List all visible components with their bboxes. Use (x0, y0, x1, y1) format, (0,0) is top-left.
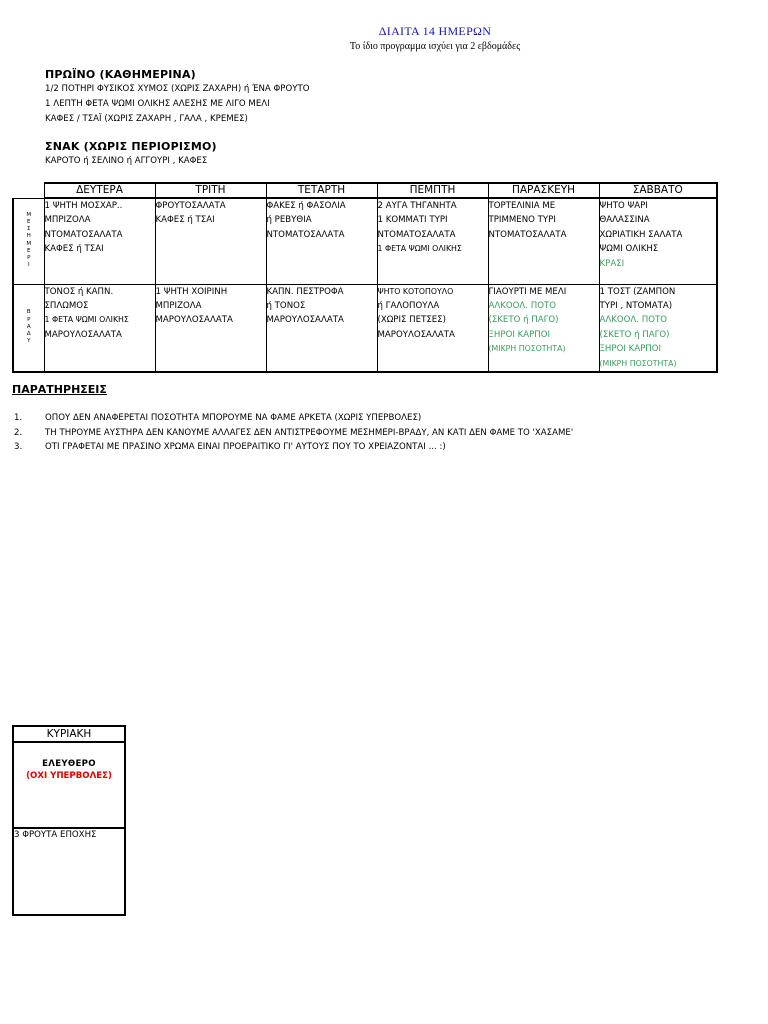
meal-line: ή ΡΕΒΥΘΙΑ (266, 215, 312, 226)
meal-cell (488, 284, 599, 372)
meal-line: ΦΑΚΕΣ ή ΦΑΣΟΛΙΑ (266, 201, 346, 211)
weekly-meal-table (12, 182, 718, 373)
meal-line: (ΣΚΕΤΟ ή ΠΑΓΟ) (599, 329, 670, 340)
lunch-row (13, 198, 717, 284)
meal-line: ΚΑΠΝ. ΠΕΣΤΡΟΦΑ (266, 286, 344, 297)
meal-line: ΚΑΦΕΣ ή ΤΣΑΙ (155, 215, 215, 226)
dinner-row (13, 284, 717, 372)
meal-cell (377, 198, 488, 284)
meal-line: (ΣΚΕΤΟ ή ΠΑΓΟ) (488, 315, 559, 326)
meal-line: ΤΡΙΜΜΕΝΟ ΤΥΡΙ (488, 215, 556, 226)
meal-cell (599, 198, 717, 284)
lunch-label: Μ Ε Σ Η Μ Ε Ρ Ι (26, 211, 32, 269)
meal-cell (599, 284, 717, 372)
sunday-no-excess: (ΟΧΙ ΥΠΕΡΒΟΛΕΣ) (26, 771, 112, 781)
meal-cell (377, 284, 488, 372)
meal-cell (155, 198, 266, 284)
page-title: ΔΙΑΙΤΑ 14 ΗΜΕΡΩΝ (378, 24, 492, 38)
sunday-free-text: ΕΛΕΥΘΕΡΟ (42, 759, 96, 769)
meal-line: (ΜΙΚΡΗ ΠΟΣΟΤΗΤΑ) (599, 358, 677, 368)
meal-line: ΞΗΡΟΙ ΚΑΡΠΟΙ (599, 344, 662, 355)
meal-cell (266, 284, 377, 372)
meal-line: ΤΥΡΙ , ΝΤΟΜΑΤΑ) (599, 300, 673, 311)
meal-line: 2 ΑΥΓΑ ΤΗΓΑΝΗΤΑ (377, 201, 457, 211)
meal-line: ΣΠΛΩΜΟΣ (44, 300, 89, 311)
meal-cell (44, 198, 155, 284)
note-text: ΟΠΟΥ ΔΕΝ ΑΝΑΦΕΡΕΤΑΙ ΠΟΣΟΤΗΤΑ ΜΠΟΡΟΥΜΕ ΝΑ ΦΑΜΕ ΑΡΚΕΤΑ (ΧΩΡΙΣ ΥΠΕΡΒΟΛΕΣ) (45, 413, 422, 423)
day-header: ΠΑΡΑΣΚΕΥΗ (488, 183, 599, 198)
meal-line: ΜΑΡΟΥΛΟΣΑΛΑΤΑ (266, 315, 344, 326)
meal-line: ή ΓΑΛΟΠΟΥΛΑ (377, 300, 440, 311)
sunday-heading: ΚΥΡΙΑΚΗ (14, 727, 124, 743)
meal-line: 1 ΚΟΜΜΑΤΙ ΤΥΡΙ (377, 215, 448, 226)
meal-line: 1 ΦΕΤΑ ΨΩΜΙ ΟΛΙΚΗΣ (44, 315, 129, 325)
meal-line: ΨΗΤΟ ΨΑΡΙ (599, 201, 648, 211)
meal-line: 1 ΤΟΣΤ (ΖΑΜΠΟΝ (599, 286, 676, 297)
note-number: 3. (14, 442, 23, 452)
meal-line: ΓΙΑΟΥΡΤΙ ΜΕ ΜΕΛΙ (488, 286, 567, 297)
meal-line: (ΧΩΡΙΣ ΠΕΤΣΕΣ) (377, 315, 446, 326)
meal-line: ΝΤΟΜΑΤΟΣΑΛΑΤΑ (488, 229, 567, 240)
meal-line: ΝΤΟΜΑΤΟΣΑΛΑΤΑ (377, 229, 456, 240)
note-number: 2. (14, 428, 23, 438)
meal-cell (266, 198, 377, 284)
day-header: ΤΡΙΤΗ (155, 183, 266, 198)
day-header: ΔΕΥΤΕΡΑ (44, 183, 155, 198)
meal-line: ΨΗΤΟ ΚΟΤΟΠΟΥΛΟ (377, 286, 454, 296)
meal-line: 1 ΦΕΤΑ ΨΩΜΙ ΟΛΙΚΗΣ (377, 244, 462, 254)
note-text: ΟΤΙ ΓΡΑΦΕΤΑΙ ΜΕ ΠΡΑΣΙΝΟ ΧΡΩΜΑ ΕΙΝΑΙ ΠΡΟΕΡΑΙΤΙΚΟ ΓΙ' ΑΥΤΟΥΣ ΠΟΥ ΤΟ ΧΡΕΙΑΖΟΝΤΑΙ ... :) (45, 442, 446, 452)
meal-line: ΨΩΜΙ ΟΛΙΚΗΣ (599, 244, 659, 255)
meal-cell (488, 198, 599, 284)
sunday-free-cell (14, 743, 124, 829)
meal-line: ΚΡΑΣΙ (599, 258, 625, 269)
dinner-label: Β Ρ Α Δ Υ (26, 309, 31, 345)
snack-heading: ΣΝΑΚ (ΧΩΡΙΣ ΠΕΡΙΟΡΙΣΜΟ) (45, 140, 217, 153)
meal-line: ΘΑΛΑΣΣΙΝΑ (599, 215, 650, 226)
meal-line: ΝΤΟΜΑΤΟΣΑΛΑΤΑ (266, 229, 345, 240)
lunch-side-label (13, 198, 44, 284)
table-header-row (13, 183, 717, 198)
meal-line: ή ΤΟΝΟΣ (266, 300, 306, 311)
meal-line: ΑΛΚΟΟΛ. ΠΟΤΟ (488, 300, 557, 311)
note-text: ΤΗ ΤΗΡΟΥΜΕ ΑΥΣΤΗΡΑ ΔΕΝ ΚΑΝΟΥΜΕ ΑΛΛΑΓΕΣ ΔΕΝ ΑΝΤΙΣΤΡΕΦΟΥΜΕ ΜΕΣΗΜΕΡΙ-ΒΡΑΔΥ, ΑΝ ΚΑΤΙ ΔΕΝ ΦΑΜΕ ΤΟ 'ΧΑΣΑΜΕ' (45, 428, 574, 438)
meal-cell (155, 284, 266, 372)
meal-line: ΜΑΡΟΥΛΟΣΑΛΑΤΑ (44, 329, 122, 340)
breakfast-line: 1 ΛΕΠΤΗ ΦΕΤΑ ΨΩΜΙ ΟΛΙΚΗΣ ΑΛΕΣΗΣ ΜΕ ΛΙΓΟ ΜΕΛΙ (45, 99, 270, 109)
sunday-table (12, 725, 126, 916)
day-header: ΠΕΜΠΤΗ (377, 183, 488, 198)
meal-line: ΦΡΟΥΤΟΣΑΛΑΤΑ (155, 201, 226, 211)
note-item (14, 413, 754, 425)
page-subtitle: Το ίδιο προγραμμα ισχύει για 2 εβδομάδες (349, 41, 521, 52)
meal-line: ΝΤΟΜΑΤΟΣΑΛΑΤΑ (44, 229, 123, 240)
meal-line: ΜΠΡΙΖΟΛΑ (44, 215, 91, 226)
meal-line: (ΜΙΚΡΗ ΠΟΣΟΤΗΤΑ) (488, 344, 566, 354)
breakfast-heading: ΠΡΩΪΝΟ (ΚΑΘΗΜΕΡΙΝΑ) (45, 68, 196, 81)
meal-line: ΑΛΚΟΟΛ. ΠΟΤΟ (599, 315, 668, 326)
corner-cell (13, 183, 44, 198)
meal-line: ΜΠΡΙΖΟΛΑ (155, 300, 202, 311)
meal-line: ΞΗΡΟΙ ΚΑΡΠΟΙ (488, 329, 551, 340)
day-header: ΤΕΤΑΡΤΗ (266, 183, 377, 198)
breakfast-line: ΚΑΦΕΣ / ΤΣΑΪ (ΧΩΡΙΣ ΖΑΧΑΡΗ , ΓΑΛΑ , ΚΡΕΜΕΣ) (45, 114, 248, 124)
meal-cell (44, 284, 155, 372)
notes-heading: ΠΑΡΑΤΗΡΗΣΕΙΣ (12, 383, 107, 396)
meal-line: ΧΩΡΙΑΤΙΚΗ ΣΑΛΑΤΑ (599, 229, 683, 240)
meal-line: ΤΟΡΤΕΛΙΝΙΑ ΜΕ (488, 201, 556, 211)
dinner-side-label (13, 284, 44, 372)
meal-line: ΤΟΝΟΣ ή ΚΑΠΝ. (44, 286, 114, 297)
note-number: 1. (14, 413, 23, 423)
meal-line: 1 ΨΗΤΗ ΧΟΙΡΙΝΗ (155, 286, 228, 297)
day-header: ΣΑΒΒΑΤΟ (599, 183, 717, 198)
sunday-fruits-text: 3 ΦΡΟΥΤΑ ΕΠΟΧΗΣ (14, 830, 97, 840)
note-item (14, 442, 754, 454)
meal-line: ΚΑΦΕΣ ή ΤΣΑΙ (44, 244, 104, 255)
breakfast-line: 1/2 ΠΟΤΗΡΙ ΦΥΣΙΚΟΣ ΧΥΜΟΣ (ΧΩΡΙΣ ΖΑΧΑΡΗ) ή ΈΝΑ ΦΡΟΥΤΟ (45, 84, 310, 94)
sunday-fruits-cell (14, 829, 124, 914)
note-item (14, 428, 754, 440)
snack-line: ΚΑΡΟΤΟ ή ΣΕΛΙΝΟ ή ΑΓΓΟΥΡΙ , ΚΑΦΕΣ (45, 156, 208, 166)
meal-line: 1 ΨΗΤΗ ΜΟΣΧΑΡ.. (44, 201, 123, 211)
meal-line: ΜΑΡΟΥΛΟΣΑΛΑΤΑ (155, 315, 233, 326)
meal-line: ΜΑΡΟΥΛΟΣΑΛΑΤΑ (377, 329, 455, 340)
